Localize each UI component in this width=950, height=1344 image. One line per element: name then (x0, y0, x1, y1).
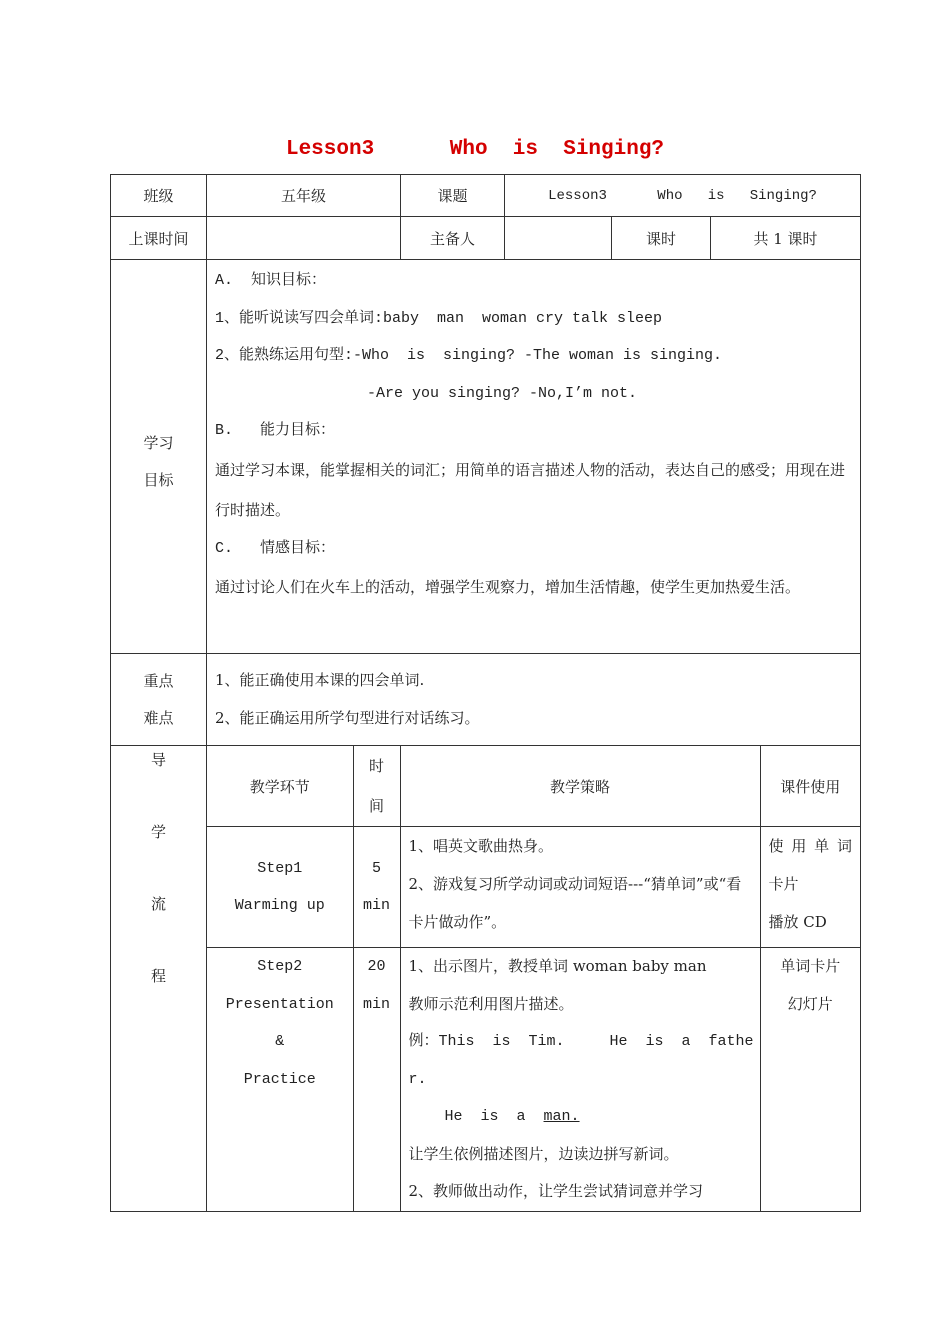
step1-time-2: min (362, 897, 390, 914)
step2-name-2: Presentation (225, 995, 334, 1013)
class-value: 五年级 (207, 175, 401, 217)
flow-side-label (111, 746, 207, 1212)
step2-materials (760, 948, 860, 1211)
goal-b-title: B. 能力目标： (215, 422, 336, 439)
period-value: 共 1 课时 (711, 217, 861, 260)
step2-strategy-5: 让学生依例描述图片，边读边拼写新词。 (408, 1144, 679, 1163)
goals-label-1: 学习 (143, 433, 174, 452)
step2-name-3: & (275, 1033, 285, 1050)
step2-strategy-3a: 例：This is Tim. He is a fathe (408, 1033, 754, 1050)
time-label: 上课时间 (111, 217, 207, 260)
goal-b-text: 通过学习本课，能掌握相关的词汇；用简单的语言描述人物的活动，表达自己的感受；用现在进行时描述。 (215, 460, 846, 519)
step1-name (207, 827, 353, 948)
class-label: 班级 (111, 175, 207, 217)
flow-side-1: 导 (150, 751, 166, 769)
step1-materials-2: 卡片 (768, 875, 799, 893)
key-points-content (207, 654, 861, 746)
step2-strategy (400, 948, 760, 1211)
step2-strategy-4 (409, 1098, 754, 1136)
goal-a-3: -Are you singing? -No,I’m not. (367, 384, 638, 402)
period-label: 课时 (612, 217, 711, 260)
step1-strategy-2: 2、游戏复习所学动词或动词短语---“猜单词”或“看卡片做动作”。 (408, 875, 742, 931)
goal-a-2: 2、能熟练运用句型:-Who is singing? -The woman is singing. (215, 347, 723, 364)
topic-value: Lesson3 Who is Singing? (505, 175, 861, 217)
goals-content (207, 260, 861, 654)
step1-name-2: Warming up (234, 897, 325, 914)
time-value (207, 217, 401, 260)
step2-materials-2: 幻灯片 (787, 994, 833, 1013)
step1-materials-3: 播放 CD (768, 913, 827, 931)
goal-c-title: C. 情感目标： (215, 539, 336, 557)
head-time-1: 时 (368, 757, 384, 775)
key-point-1: 1、能正确使用本课的四会单词. (215, 671, 425, 689)
preparer-value (505, 217, 612, 260)
step1-materials-1: 使 用 单 词 (768, 837, 853, 855)
head-strategy: 教学策略 (400, 746, 760, 827)
goal-a-title: A. 知识目标： (215, 272, 327, 289)
head-materials: 课件使用 (760, 746, 860, 827)
step2-strategy-1: 1、出示图片，教授单词 woman baby man (408, 957, 707, 975)
step1-materials (760, 827, 860, 948)
step2-materials-1: 单词卡片 (780, 957, 841, 975)
head-stage: 教学环节 (207, 746, 353, 827)
step2-name-1: Step2 (257, 958, 303, 975)
step1-time-1: 5 (371, 860, 381, 877)
step2-time-1: 20 (367, 958, 386, 975)
goals-label (111, 260, 207, 654)
key-points-label (111, 654, 207, 746)
step1-time (353, 827, 400, 948)
topic-label: 课题 (401, 175, 505, 217)
lesson-plan-table (110, 174, 861, 1212)
step2-strategy-6: 2、教师做出动作，让学生尝试猜词意并学习 (408, 1182, 704, 1200)
step2-time (353, 948, 400, 1211)
flow-side-3: 流 (150, 895, 166, 913)
head-time-2: 间 (368, 797, 384, 815)
flow-table (207, 746, 860, 1211)
step2-strategy-4-underlined: man. (543, 1108, 580, 1125)
goal-a-1: 1、能听说读写四会单词:baby man woman cry talk sleep (215, 309, 663, 327)
head-time (353, 746, 400, 827)
page-title: Lesson3 Who is Singing? (285, 138, 665, 161)
step2-strategy-2: 教师示范利用图片描述。 (408, 994, 574, 1013)
step1-name-1: Step1 (257, 860, 303, 877)
goal-c-text: 通过讨论人们在火车上的活动，增强学生观察力，增加生活情趣，使学生更加热爱生活。 (215, 578, 801, 596)
flow-content (207, 746, 861, 1212)
flow-side-4: 程 (150, 967, 166, 985)
flow-side-2: 学 (150, 823, 166, 841)
step1-strategy (400, 827, 760, 948)
step2-name (207, 948, 353, 1211)
step2-strategy-3b: r. (408, 1070, 427, 1088)
key-points-label-1: 重点 (143, 671, 174, 690)
step1-strategy-1: 1、唱英文歌曲热身。 (408, 837, 554, 855)
preparer-label: 主备人 (401, 217, 505, 260)
key-point-2: 2、能正确运用所学句型进行对话练习。 (215, 708, 480, 727)
step2-strategy-4-text: He is a (408, 1108, 544, 1125)
step2-name-4: Practice (243, 1070, 316, 1088)
goals-label-2: 目标 (143, 470, 174, 489)
step2-time-2: min (362, 995, 390, 1013)
key-points-label-2: 难点 (143, 708, 174, 727)
